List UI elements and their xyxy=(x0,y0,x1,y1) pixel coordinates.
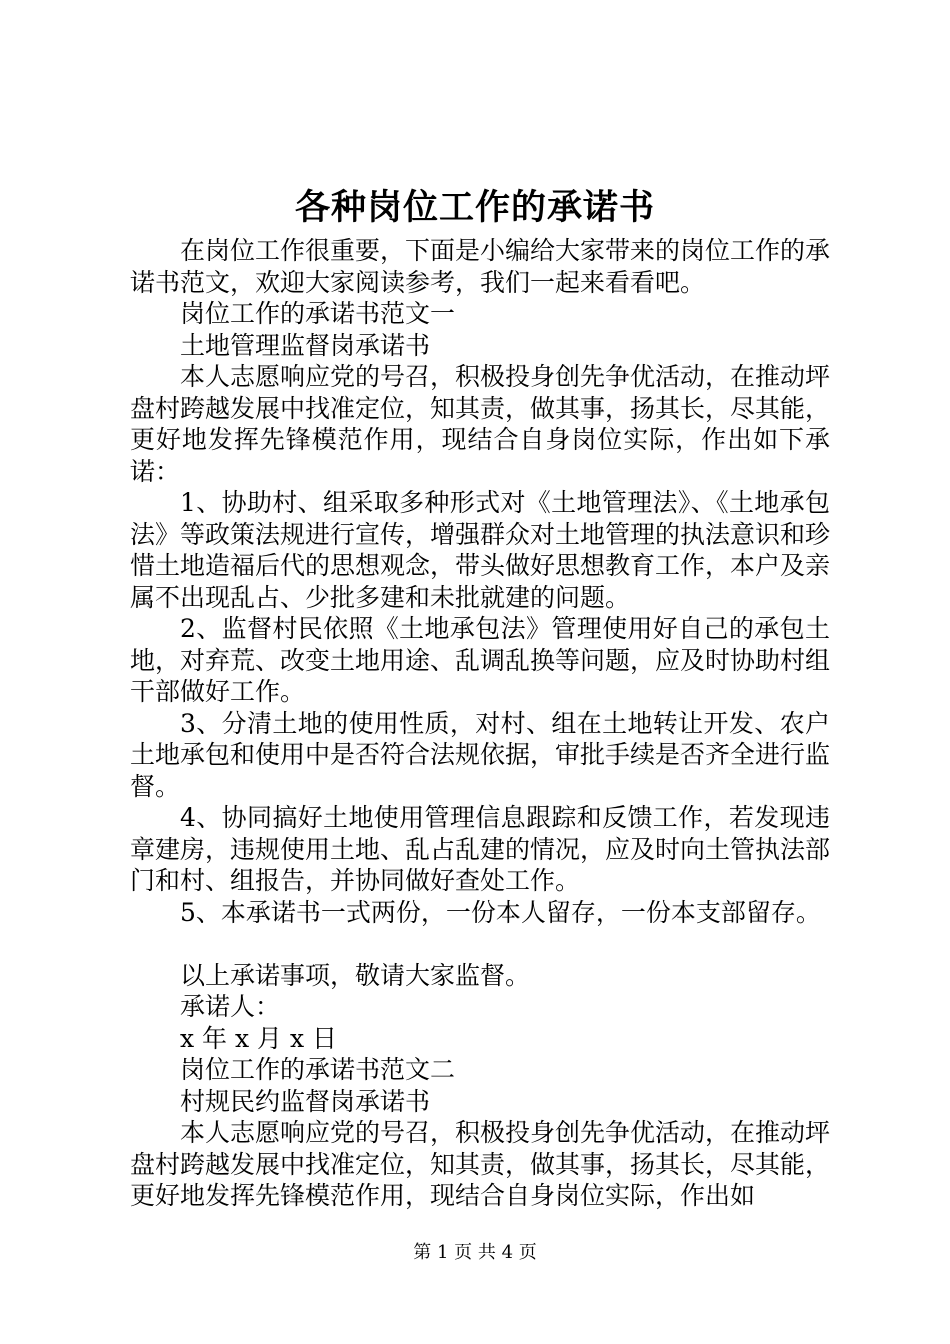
subheading-land-supervision: 土地管理监督岗承诺书 xyxy=(180,330,431,360)
document-title: 各种岗位工作的承诺书 xyxy=(294,187,655,228)
signatory-label: 承诺人： xyxy=(180,992,281,1021)
section-heading-sample-one: 岗位工作的承诺书范文一 xyxy=(180,299,456,328)
pledge-intro-paragraph-two: 本人志愿响应党的号召，积极投身创先争优活动，在推动坪盘村跨越发展中找准定位，知其责，做其事，扬其长，尽其能，更好地发挥先锋模范作用，现结合自身岗位实际，作出如 xyxy=(130,1118,831,1210)
pledge-item-1: 1、协助村、组采取多种形式对《土地管理法》、《土地承包法》等政策法规进行宣传，增强群众对土地管理的执法意识和珍惜土地造福后代的思想观念，带头做好思想教育工作，本户及亲属不出现乱占、少批多建和未批就建的问题。 xyxy=(130,488,831,612)
document-body xyxy=(130,235,830,1212)
page-number-footer: 第 1 页 共 4 页 xyxy=(413,1242,537,1263)
pledge-item-3: 3、分清土地的使用性质，对村、组在土地转让开发、农户土地承包和使用中是否符合法规依据，审批手续是否齐全进行监督。 xyxy=(130,708,831,801)
section-heading-sample-two: 岗位工作的承诺书范文二 xyxy=(180,1055,456,1084)
date-line: x 年 x 月 x 日 xyxy=(180,1023,338,1053)
subheading-village-rules: 村规民约监督岗承诺书 xyxy=(180,1086,431,1116)
pledge-item-2: 2、监督村民依照《土地承包法》管理使用好自己的承包土地，对弃荒、改变土地用途、乱调乱换等问题，应及时协助村组干部做好工作。 xyxy=(130,614,831,706)
closing-statement: 以上承诺事项，敬请大家监督。 xyxy=(180,960,531,990)
intro-paragraph: 在岗位工作很重要，下面是小编给大家带来的岗位工作的承诺书范文，欢迎大家阅读参考，我们一起来看看吧。 xyxy=(130,236,831,297)
pledge-intro-paragraph: 本人志愿响应党的号召，积极投身创先争优活动，在推动坪盘村跨越发展中找准定位，知其责，做其事，扬其长，尽其能，更好地发挥先锋模范作用，现结合自身岗位实际，作出如下承诺： xyxy=(130,362,831,486)
pledge-item-4: 4、协同搞好土地使用管理信息跟踪和反馈工作，若发现违章建房，违规使用土地、乱占乱建的情况，应及时向土管执法部门和村、组报告，并协同做好查处工作。 xyxy=(130,803,831,895)
pledge-item-5: 5、本承诺书一式两份，一份本人留存，一份本支部留存。 xyxy=(180,897,821,927)
